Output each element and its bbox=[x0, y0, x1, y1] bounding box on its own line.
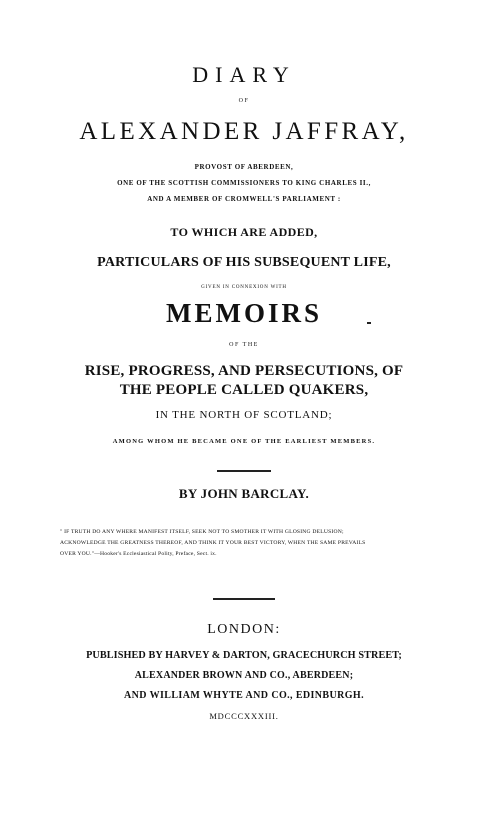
title-of: OF bbox=[238, 98, 250, 104]
memoirs-title: MEMOIRS bbox=[166, 298, 322, 328]
epigraph bbox=[60, 527, 432, 560]
publisher-line-1: PUBLISHED BY HARVEY & DARTON, GRACECHURCH STREET; bbox=[86, 650, 402, 661]
stray-mark bbox=[367, 322, 371, 324]
subtitle-provost: PROVOST OF ABERDEEN, bbox=[194, 163, 294, 171]
rise-line: RISE, PROGRESS, AND PERSECUTIONS, OF bbox=[84, 363, 404, 379]
connexion-line: GIVEN IN CONNEXION WITH bbox=[201, 285, 287, 290]
quakers-line: THE PEOPLE CALLED QUAKERS, bbox=[119, 382, 369, 398]
of-the-line: OF THE bbox=[229, 342, 259, 348]
subtitle-parliament: AND A MEMBER OF CROMWELL'S PARLIAMENT : bbox=[147, 195, 341, 203]
among-line: AMONG WHOM HE BECAME ONE OF THE EARLIEST MEMBERS. bbox=[112, 438, 376, 445]
subtitle-commissioner: ONE OF THE SCOTTISH COMMISSIONERS TO KING CHARLES II., bbox=[117, 179, 371, 187]
particulars-line: PARTICULARS OF HIS SUBSEQUENT LIFE, bbox=[97, 255, 391, 270]
bottom-divider bbox=[213, 598, 275, 600]
epigraph-line-2: ACKNOWLEDGE THE GREATNESS THEREOF, AND THINK IT YOUR BEST VICTORY, WHEN THE SAME PREVAILS bbox=[60, 540, 366, 546]
title-name: ALEXANDER JAFFRAY, bbox=[79, 118, 409, 145]
place-line: LONDON: bbox=[207, 622, 281, 637]
publisher-line-3: AND WILLIAM WHYTE AND CO., EDINBURGH. bbox=[123, 690, 364, 701]
title-diary: DIARY bbox=[192, 62, 296, 87]
added-line: TO WHICH ARE ADDED, bbox=[170, 225, 318, 239]
publisher-line-2: ALEXANDER BROWN AND CO., ABERDEEN; bbox=[134, 670, 354, 681]
epigraph-line-3: OVER YOU."—Hooker's Ecclesiastical Polity, Preface, Sect. ix. bbox=[60, 551, 217, 557]
north-line: IN THE NORTH OF SCOTLAND; bbox=[155, 409, 333, 421]
year-line: MDCCCXXXIII. bbox=[209, 711, 279, 721]
epigraph-line-1: " IF TRUTH DO ANY WHERE MANIFEST ITSELF, SEEK NOT TO SMOTHER IT WITH GLOSING DELUSION; bbox=[60, 529, 344, 535]
top-divider bbox=[217, 470, 271, 472]
author-line: BY JOHN BARCLAY. bbox=[178, 486, 310, 501]
